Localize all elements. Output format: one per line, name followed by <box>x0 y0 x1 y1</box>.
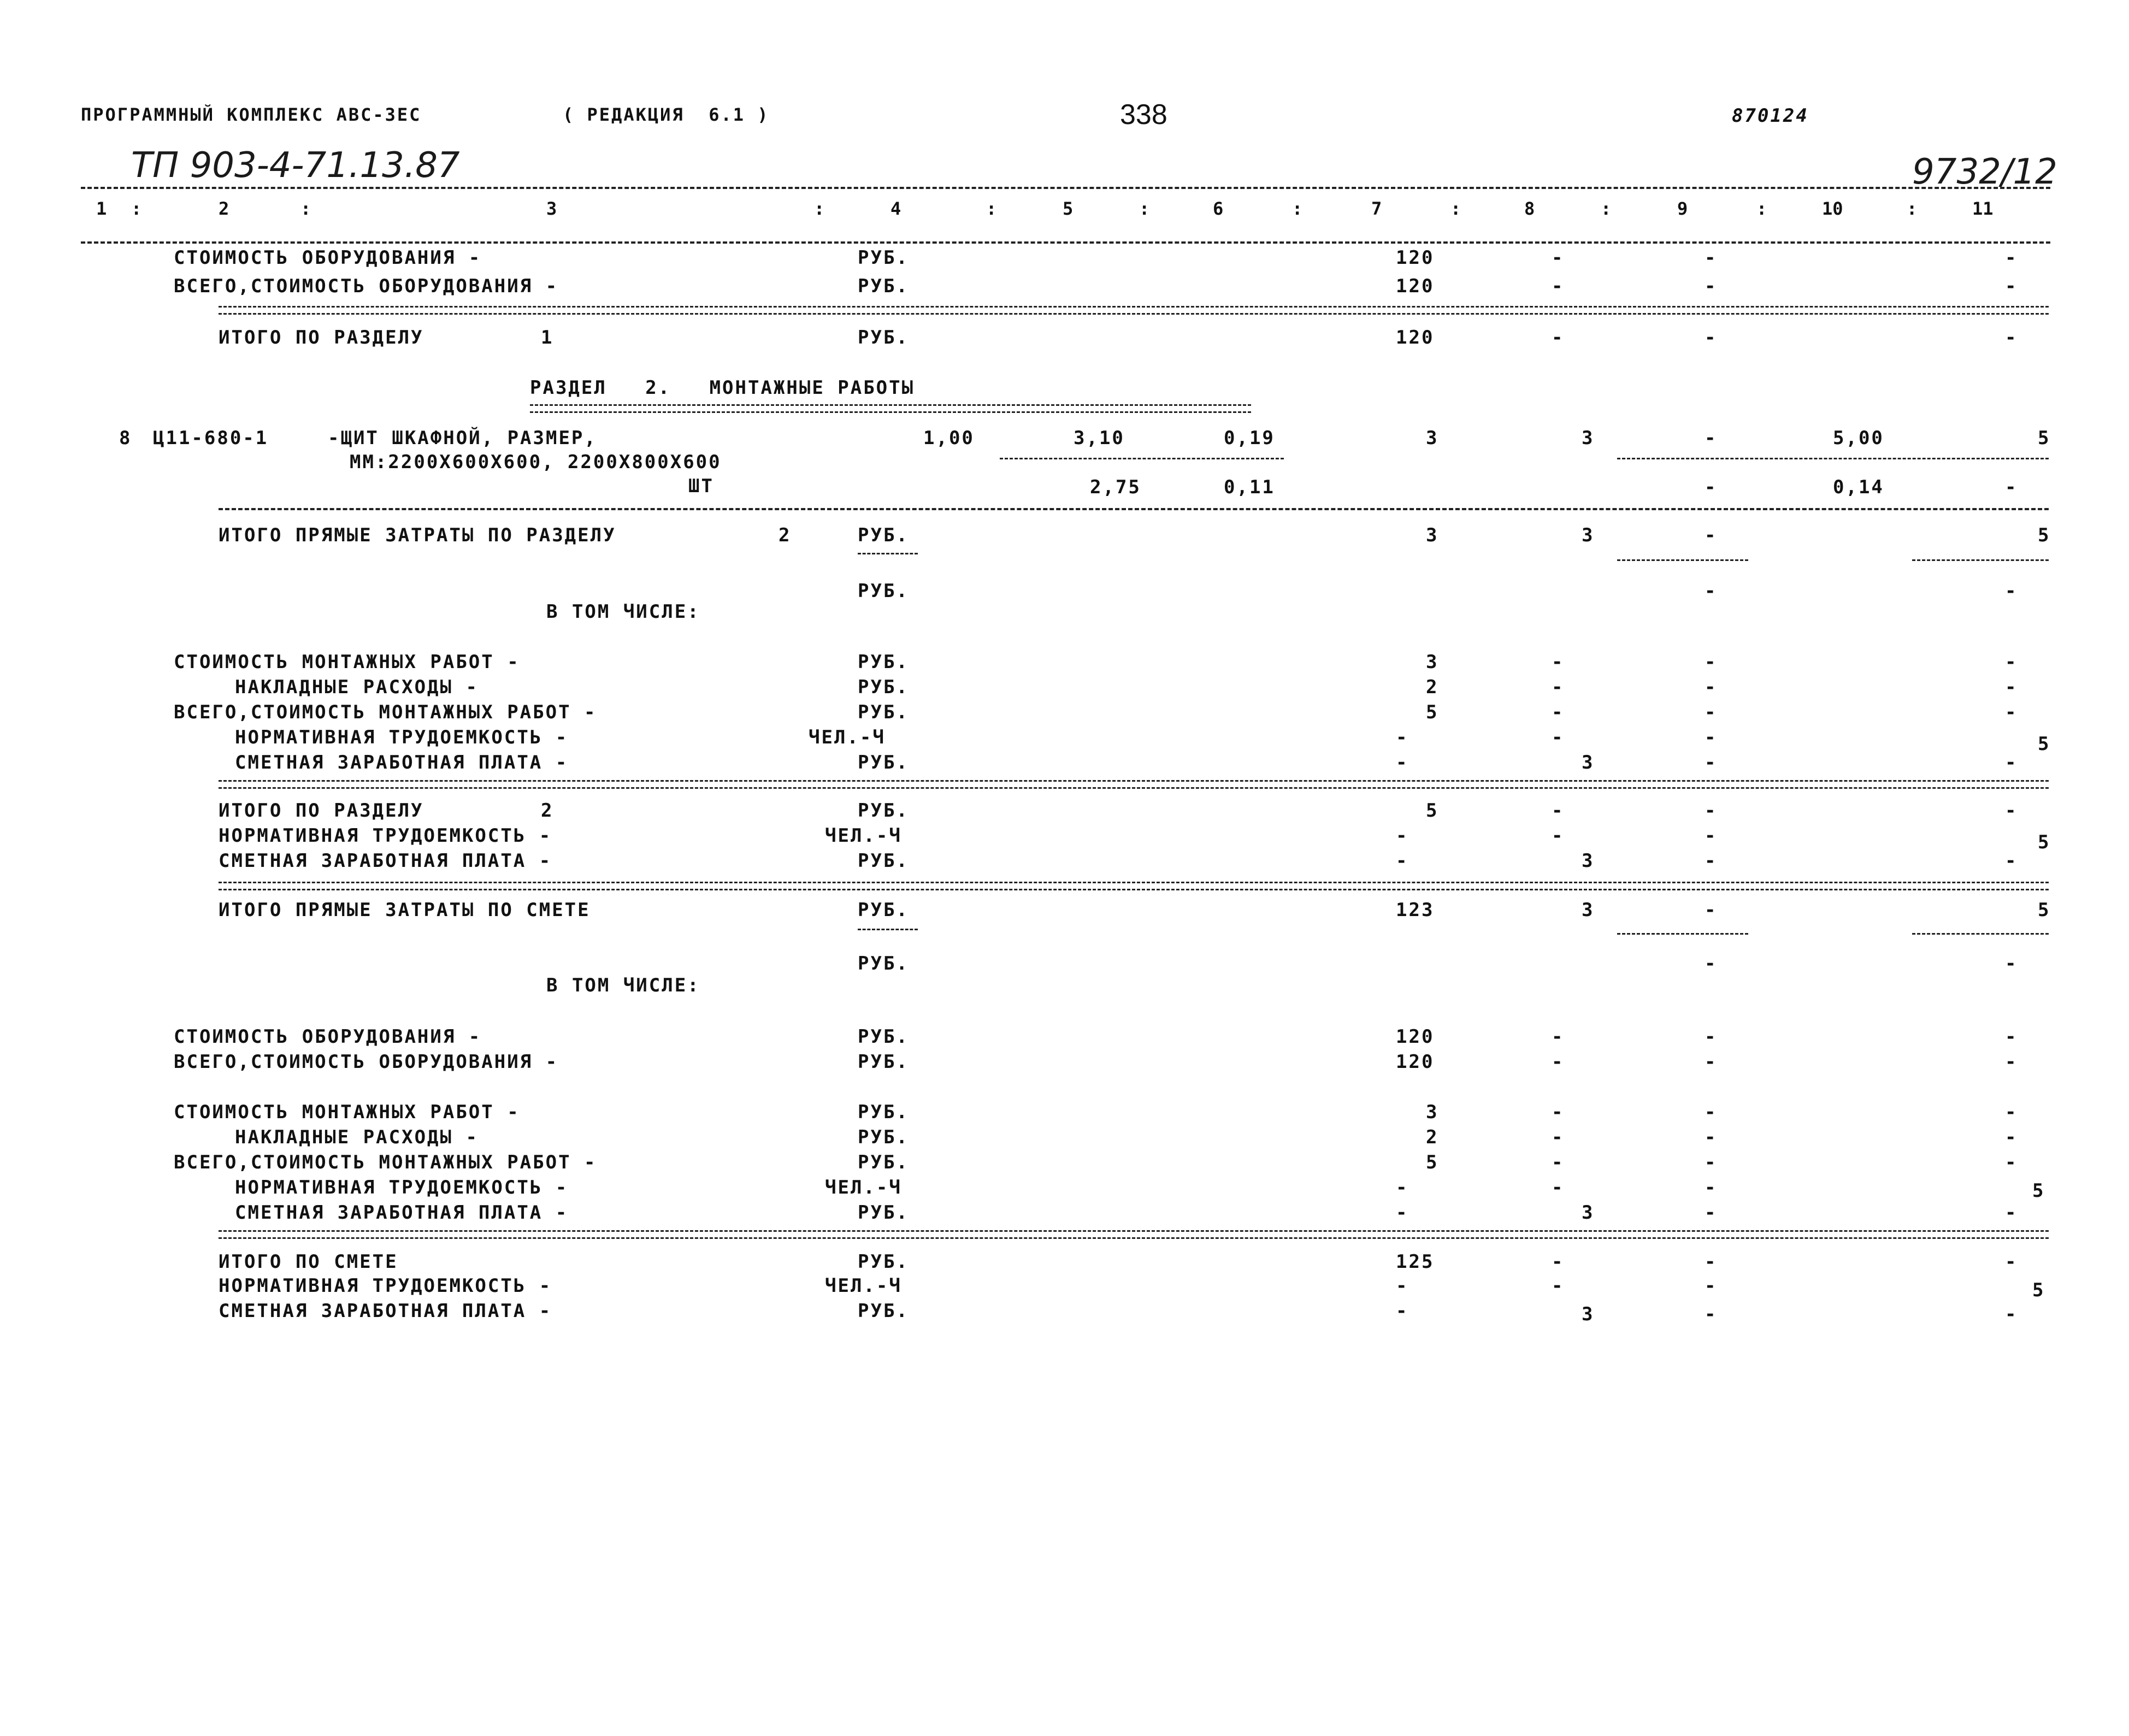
cell-col6-wage: 0,11 <box>1224 476 1275 498</box>
cell-col7: 3 <box>1426 1101 1439 1123</box>
cell-col8: 3 <box>1582 524 1595 546</box>
cell-col7: 2 <box>1426 676 1439 698</box>
cell-col7: 123 <box>1396 899 1435 921</box>
handwritten-project-number: ТП 903-4-71.13.87 <box>131 145 460 186</box>
item-rate-code: Ц11-680-1 <box>153 427 269 449</box>
col-header-3: 3 <box>546 198 557 219</box>
cell-col7: 120 <box>1396 247 1435 269</box>
row-unit: РУБ. <box>858 524 909 546</box>
cell-col8: 3 <box>1582 850 1595 872</box>
cell-col11: - <box>2005 1051 2018 1073</box>
row-label: НАКЛАДНЫЕ РАСХОДЫ - <box>235 676 479 698</box>
cell-col9: - <box>1705 327 1718 349</box>
row-label: СМЕТНАЯ ЗАРАБОТНАЯ ПЛАТА - <box>219 1300 552 1322</box>
cell-divider <box>858 553 918 554</box>
row-label: СТОИМОСТЬ МОНТАЖНЫХ РАБОТ - <box>174 1101 520 1123</box>
row-label: СМЕТНАЯ ЗАРАБОТНАЯ ПЛАТА - <box>235 752 569 773</box>
cell-col8: - <box>1552 727 1565 748</box>
edition-label: ( РЕДАКЦИЯ 6.1 ) <box>563 104 770 125</box>
cell-divider <box>1000 458 1284 459</box>
cell-col9: - <box>1705 800 1718 822</box>
cell-col8: - <box>1552 800 1565 822</box>
row-label: СТОИМОСТЬ МОНТАЖНЫХ РАБОТ - <box>174 651 520 673</box>
row-label: СТОИМОСТЬ ОБОРУДОВАНИЯ - <box>174 247 482 269</box>
handwritten-sheet-number: 9732/12 <box>1912 152 2057 192</box>
cell-col8: - <box>1552 701 1565 723</box>
row-unit: РУБ. <box>858 1152 909 1173</box>
cell-col9: - <box>1705 1051 1718 1073</box>
cell-col7: 5 <box>1426 701 1439 723</box>
row-unit: ЧЕЛ.-Ч <box>825 825 902 847</box>
cell-col9-wage: - <box>1705 476 1718 498</box>
cell-col8: - <box>1552 327 1565 349</box>
cell-col11: 5 <box>2038 899 2051 921</box>
cell-col8: - <box>1552 1251 1565 1273</box>
double-rule <box>219 1230 2049 1239</box>
row-unit: РУБ. <box>858 651 909 673</box>
cell-col8: - <box>1552 1275 1565 1297</box>
cell-col11: - <box>2005 701 2018 723</box>
row-label: ВСЕГО,СТОИМОСТЬ МОНТАЖНЫХ РАБОТ - <box>174 701 597 723</box>
cell-col7: 3 <box>1426 427 1439 449</box>
col-header-5: 5 <box>1063 198 1074 219</box>
cell-col11: 5 <box>2038 427 2051 449</box>
cell-col8: - <box>1552 1152 1565 1173</box>
row-label: НОРМАТИВНАЯ ТРУДОЕМКОСТЬ - <box>219 825 552 847</box>
cell-col9: - <box>1705 247 1718 269</box>
row-unit: РУБ. <box>858 1101 909 1123</box>
cell-col7: 5 <box>1426 800 1439 822</box>
row-label: НОРМАТИВНАЯ ТРУДОЕМКОСТЬ - <box>235 1177 569 1198</box>
col-header-4: 4 <box>890 198 901 219</box>
cell-col8: - <box>1552 1101 1565 1123</box>
cell-divider <box>1912 559 2049 561</box>
row-unit: РУБ. <box>858 1051 909 1073</box>
cell-col11: - <box>2005 275 2018 297</box>
row-unit: РУБ. <box>858 275 909 297</box>
section-title-underline <box>530 404 1251 413</box>
row-unit: ЧЕЛ.-Ч <box>809 727 886 748</box>
cell-divider <box>1617 559 1748 561</box>
cell-col9-wage: - <box>1705 953 1718 975</box>
cell-col9: - <box>1705 524 1718 546</box>
cell-col11: - <box>2005 247 2018 269</box>
col-separator: : <box>986 198 997 219</box>
section-number: 2 <box>779 524 792 546</box>
row-label: ИТОГО ПРЯМЫЕ ЗАТРАТЫ ПО СМЕТЕ <box>219 899 591 921</box>
cell-col8: - <box>1552 1177 1565 1198</box>
cell-col11: - <box>2005 1101 2018 1123</box>
row-unit: РУБ. <box>858 1300 909 1322</box>
row-label: СМЕТНАЯ ЗАРАБОТНАЯ ПЛАТА - <box>219 850 552 872</box>
cell-divider <box>1617 458 2049 459</box>
row-label: ИТОГО ПО РАЗДЕЛУ <box>219 800 424 822</box>
cell-col11-wage: - <box>2005 580 2018 602</box>
cell-divider <box>858 929 918 930</box>
cell-col9: - <box>1705 825 1718 847</box>
cell-col7: 120 <box>1396 1026 1435 1048</box>
cell-col11: - <box>2005 752 2018 773</box>
cell-col11: 5 <box>2038 831 2051 853</box>
row-unit: РУБ. <box>858 327 909 349</box>
cell-col8: - <box>1552 247 1565 269</box>
section-number: 2 <box>541 800 554 822</box>
item-unit: ШТ <box>688 475 714 497</box>
cell-col7: 3 <box>1426 651 1439 673</box>
cell-col8: 3 <box>1582 1202 1595 1224</box>
row-label: ВСЕГО,СТОИМОСТЬ ОБОРУДОВАНИЯ - <box>174 275 559 297</box>
row-label: НОРМАТИВНАЯ ТРУДОЕМКОСТЬ - <box>235 727 569 748</box>
cell-col11: - <box>2005 327 2018 349</box>
cell-col9: - <box>1705 1275 1718 1297</box>
cell-col7: 120 <box>1396 275 1435 297</box>
cell-col9: - <box>1705 1126 1718 1148</box>
table-top-rule <box>81 187 2050 189</box>
section-title: РАЗДЕЛ 2. МОНТАЖНЫЕ РАБОТЫ <box>530 377 915 399</box>
cell-col8: - <box>1552 676 1565 698</box>
col-header-6: 6 <box>1213 198 1224 219</box>
including-heading: В ТОМ ЧИСЛЕ: <box>546 975 700 996</box>
cell-col11: 5 <box>2038 524 2051 546</box>
cell-col11: - <box>2005 1202 2018 1224</box>
cell-col7: - <box>1396 727 1409 748</box>
cell-col5: 3,10 <box>1074 427 1125 449</box>
cell-col11: - <box>2005 1126 2018 1148</box>
cell-col7: 120 <box>1396 1051 1435 1073</box>
document-code: 870124 <box>1732 105 1809 127</box>
cell-col8: - <box>1552 275 1565 297</box>
cell-col10-wage: 0,14 <box>1833 476 1884 498</box>
col-header-8: 8 <box>1524 198 1535 219</box>
cell-col7: - <box>1396 1300 1409 1322</box>
cell-col9: - <box>1705 1202 1718 1224</box>
row-label: НАКЛАДНЫЕ РАСХОДЫ - <box>235 1126 479 1148</box>
cell-col10: 5,00 <box>1833 427 1884 449</box>
cell-col11: - <box>2005 1026 2018 1048</box>
cell-col9: - <box>1705 1177 1718 1198</box>
row-unit-wage: РУБ. <box>858 953 909 975</box>
cell-col9: - <box>1705 1026 1718 1048</box>
including-heading: В ТОМ ЧИСЛЕ: <box>546 601 700 623</box>
col-separator: : <box>1450 198 1461 219</box>
row-unit: РУБ. <box>858 1202 909 1224</box>
cell-col8: - <box>1552 651 1565 673</box>
col-separator: : <box>814 198 825 219</box>
cell-col9: - <box>1705 1101 1718 1123</box>
cell-col11: - <box>2005 1152 2018 1173</box>
cell-divider <box>1912 933 2049 935</box>
item-description: -ЩИТ ШКАФНОЙ, РАЗМЕР, <box>328 427 597 449</box>
cell-col8: - <box>1552 1051 1565 1073</box>
cell-col7: 5 <box>1426 1152 1439 1173</box>
cell-col9: - <box>1705 899 1718 921</box>
item-number: 8 <box>119 427 132 449</box>
section-number: 1 <box>541 327 554 349</box>
col-separator: : <box>131 198 142 219</box>
row-unit: ЧЕЛ.-Ч <box>825 1177 902 1198</box>
row-unit: РУБ. <box>858 800 909 822</box>
cell-col9: - <box>1705 676 1718 698</box>
cell-col11: - <box>2005 1303 2018 1325</box>
cell-col11-wage: - <box>2005 476 2018 498</box>
cell-divider <box>1617 933 1748 935</box>
row-label: ВСЕГО,СТОИМОСТЬ ОБОРУДОВАНИЯ - <box>174 1051 559 1073</box>
cell-col6: 0,19 <box>1224 427 1275 449</box>
cell-col11: - <box>2005 676 2018 698</box>
col-separator: : <box>1601 198 1612 219</box>
row-unit: ЧЕЛ.-Ч <box>825 1275 902 1297</box>
row-label: НОРМАТИВНАЯ ТРУДОЕМКОСТЬ - <box>219 1275 552 1297</box>
cell-col8: - <box>1552 1126 1565 1148</box>
row-label: ВСЕГО,СТОИМОСТЬ МОНТАЖНЫХ РАБОТ - <box>174 1152 597 1173</box>
cell-col7: - <box>1396 1177 1409 1198</box>
cell-col7: 3 <box>1426 524 1439 546</box>
program-name: ПРОГРАММНЫЙ КОМПЛЕКС АВС-ЗЕС <box>81 104 422 125</box>
cell-col7: - <box>1396 850 1409 872</box>
row-unit: РУБ. <box>858 752 909 773</box>
col-header-2: 2 <box>219 198 229 219</box>
row-unit: РУБ. <box>858 899 909 921</box>
page-number: 338 <box>1120 99 1167 131</box>
cell-col7: - <box>1396 1275 1409 1297</box>
cell-col11: 5 <box>2038 733 2051 755</box>
cell-col9: - <box>1705 275 1718 297</box>
cell-col9: - <box>1705 752 1718 773</box>
cell-col9: - <box>1705 1251 1718 1273</box>
cell-col8: 3 <box>1582 1303 1595 1325</box>
cell-col9: - <box>1705 850 1718 872</box>
item-description-line2: ММ:2200Х600Х600, 2200Х800Х600 <box>350 451 722 473</box>
cell-col8: 3 <box>1582 752 1595 773</box>
cell-col11: - <box>2005 800 2018 822</box>
cell-col9: - <box>1705 1303 1718 1325</box>
col-separator: : <box>1292 198 1303 219</box>
cell-col7: - <box>1396 752 1409 773</box>
row-unit: РУБ. <box>858 1026 909 1048</box>
col-separator: : <box>300 198 311 219</box>
cell-col7: 120 <box>1396 327 1435 349</box>
row-unit: РУБ. <box>858 1126 909 1148</box>
cell-col9: - <box>1705 1152 1718 1173</box>
row-label: ИТОГО ПО РАЗДЕЛУ <box>219 327 424 349</box>
col-separator: : <box>1139 198 1150 219</box>
cell-col9: - <box>1705 427 1718 449</box>
cell-col11: 5 <box>2032 1279 2045 1301</box>
cell-col7: 2 <box>1426 1126 1439 1148</box>
cell-col11: - <box>2005 1251 2018 1273</box>
cell-col8: 3 <box>1582 899 1595 921</box>
row-unit: РУБ. <box>858 247 909 269</box>
row-label: СТОИМОСТЬ ОБОРУДОВАНИЯ - <box>174 1026 482 1048</box>
item-quantity: 1,00 <box>923 427 975 449</box>
row-unit: РУБ. <box>858 676 909 698</box>
cell-col8: - <box>1552 825 1565 847</box>
row-label: СМЕТНАЯ ЗАРАБОТНАЯ ПЛАТА - <box>235 1202 569 1224</box>
table-header-rule <box>81 241 2050 244</box>
col-header-1: 1 <box>96 198 107 219</box>
cell-col8: - <box>1552 1026 1565 1048</box>
col-separator: : <box>1907 198 1918 219</box>
col-separator: : <box>1756 198 1767 219</box>
cell-col7: - <box>1396 1202 1409 1224</box>
row-rule <box>219 508 2049 510</box>
col-header-11: 11 <box>1972 198 1994 219</box>
cell-col11: 5 <box>2032 1180 2045 1202</box>
row-label: ИТОГО ПРЯМЫЕ ЗАТРАТЫ ПО РАЗДЕЛУ <box>219 524 616 546</box>
cell-col9: - <box>1705 651 1718 673</box>
col-header-10: 10 <box>1822 198 1843 219</box>
cell-col7: - <box>1396 825 1409 847</box>
cell-col11: - <box>2005 850 2018 872</box>
row-unit: РУБ. <box>858 701 909 723</box>
cell-col11: - <box>2005 651 2018 673</box>
cell-col8: 3 <box>1582 427 1595 449</box>
row-unit: РУБ. <box>858 850 909 872</box>
cell-col11-wage: - <box>2005 953 2018 975</box>
cell-col5-wage: 2,75 <box>1090 476 1141 498</box>
double-rule <box>219 780 2049 789</box>
row-unit-wage: РУБ. <box>858 580 909 602</box>
cell-col9: - <box>1705 701 1718 723</box>
cell-col7: 125 <box>1396 1251 1435 1273</box>
double-rule <box>219 306 2049 315</box>
col-header-9: 9 <box>1677 198 1688 219</box>
col-header-7: 7 <box>1371 198 1382 219</box>
row-label: ИТОГО ПО СМЕТЕ <box>219 1251 398 1273</box>
cell-col9-wage: - <box>1705 580 1718 602</box>
double-rule <box>219 882 2049 890</box>
row-unit: РУБ. <box>858 1251 909 1273</box>
cell-col9: - <box>1705 727 1718 748</box>
